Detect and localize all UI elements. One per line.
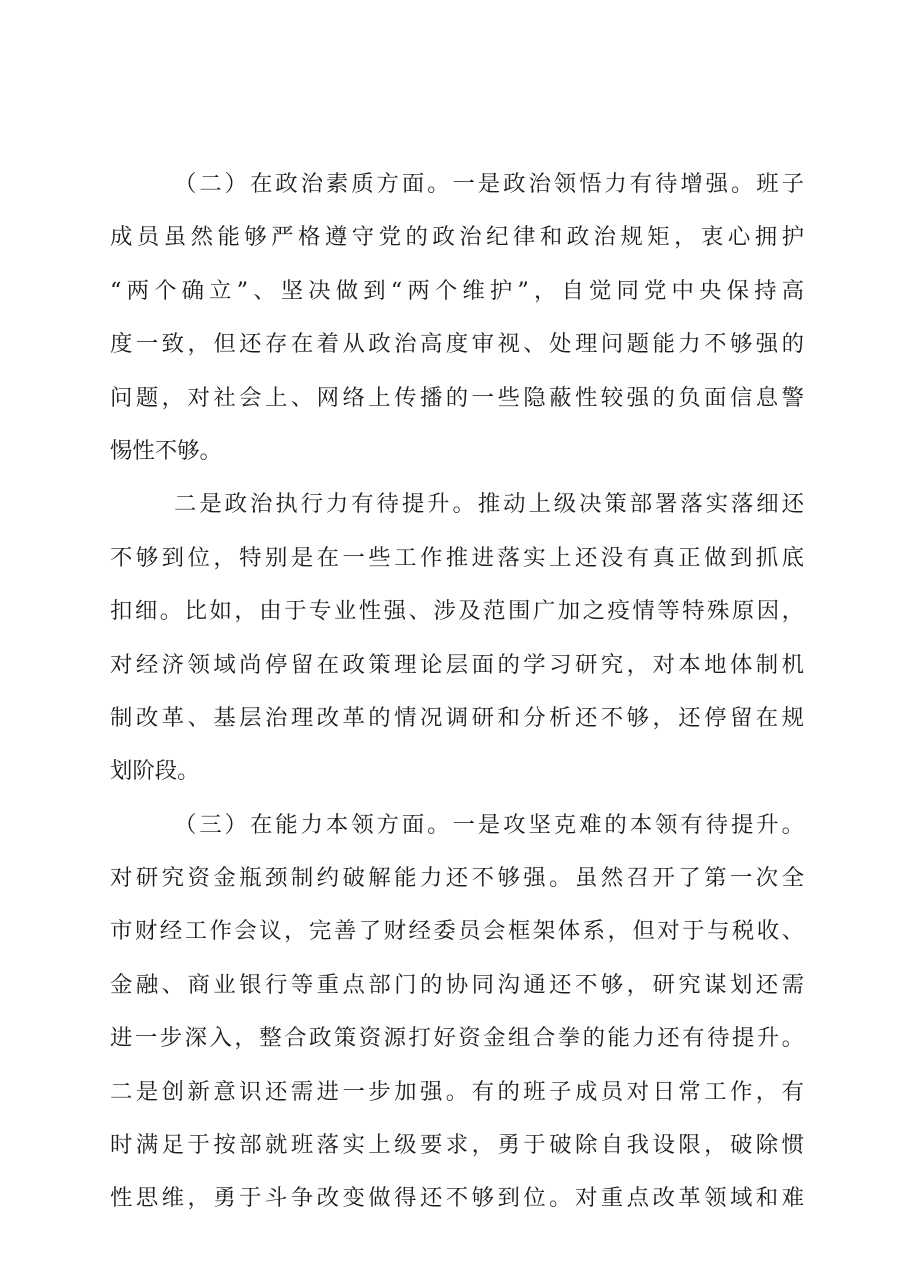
text-line: 惕性不够。 — [110, 437, 222, 464]
text-line: （三）在能力本领方面。一是攻坚克难的本领有待提升。 — [174, 811, 804, 838]
text-line: 进一步深入，整合政策资源打好资金组合拳的能力还有待提升。 — [110, 1025, 804, 1052]
paragraph-political-quality — [110, 158, 804, 478]
text-line: 问题，对社会上、网络上传播的一些隐蔽性较强的负面信息警 — [110, 384, 804, 411]
text-line: （二）在政治素质方面。一是政治领悟力有待增强。班子 — [174, 171, 804, 197]
text-line: 金融、商业银行等重点部门的协同沟通还不够，研究谋划还需 — [110, 971, 804, 998]
text-line: 时满足于按部就班落实上级要求，勇于破除自我设限，破除惯 — [110, 1132, 804, 1159]
text-line: 制改革、基层治理改革的情况调研和分析还不够，还停留在规 — [110, 704, 804, 731]
paragraph-execution — [110, 478, 804, 798]
text-line: 划阶段。 — [110, 758, 200, 785]
text-line: 二是创新意识还需进一步加强。有的班子成员对日常工作，有 — [110, 1078, 804, 1105]
document-body — [110, 158, 804, 1226]
text-line: 成员虽然能够严格遵守党的政治纪律和政治规矩，衷心拥护 — [110, 224, 804, 251]
text-line: 对研究资金瓶颈制约破解能力还不够强。虽然召开了第一次全 — [110, 865, 804, 892]
text-line: “两个确立”、坚决做到“两个维护”，自觉同党中央保持高 — [110, 277, 804, 304]
text-line: 对经济领域尚停留在政策理论层面的学习研究，对本地体制机 — [110, 651, 804, 678]
text-line: 不够到位，特别是在一些工作推进落实上还没有真正做到抓底 — [110, 544, 804, 571]
text-line: 二是政治执行力有待提升。推动上级决策部署落实落细还 — [174, 491, 804, 518]
text-line: 市财经工作会议，完善了财经委员会框架体系，但对于与税收、 — [110, 918, 804, 945]
text-line: 扣细。比如，由于专业性强、涉及范围广加之疫情等特殊原因， — [110, 598, 804, 625]
text-line: 性思维，勇于斗争改变做得还不够到位。对重点改革领域和难 — [110, 1185, 804, 1212]
text-line: 度一致，但还存在着从政治高度审视、处理问题能力不够强的 — [110, 331, 804, 358]
paragraph-ability — [110, 799, 804, 1226]
